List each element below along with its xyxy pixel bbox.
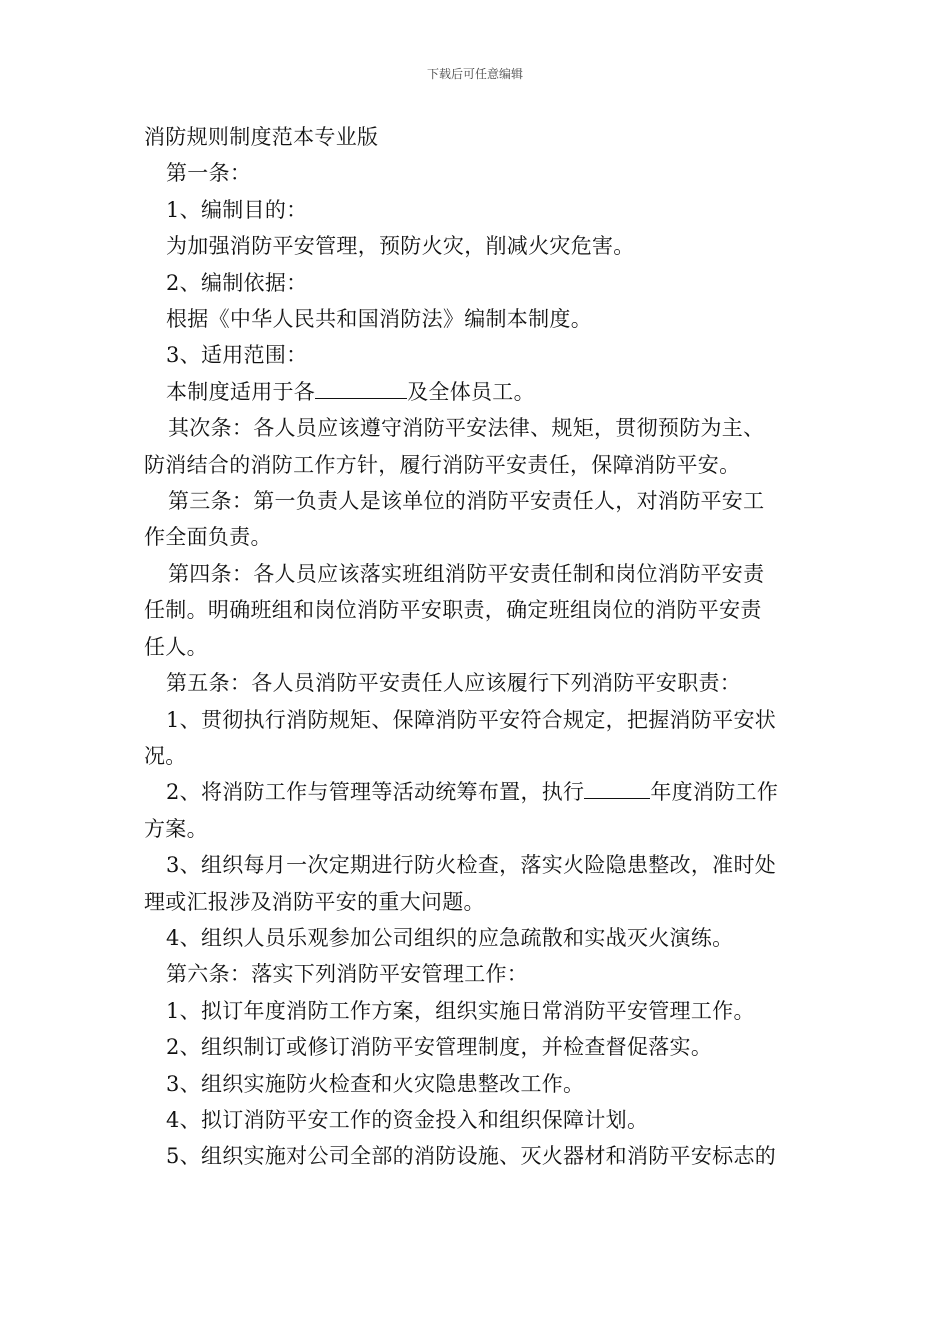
list-item: 4、拟订消防平安工作的资金投入和组织保障计划。	[166, 1107, 649, 1132]
paragraph-line: 为加强消防平安管理，预防火灾，削减火灾危害。	[166, 234, 635, 259]
document-title: 消防规则制度范本专业版	[144, 125, 379, 149]
paragraph-text: 2、将消防工作与管理等活动统筹布置，执行	[166, 780, 585, 805]
list-item: 5、组织实施对公司全部的消防设施、灭火器材和消防平安标志的	[166, 1144, 777, 1169]
fill-in-blank	[315, 376, 407, 399]
article-line: 作全面负责。	[144, 525, 272, 550]
page-header: 下载后可任意编辑	[426, 67, 523, 81]
document-body	[144, 119, 808, 1175]
article-line: 第三条：第一负责人是该单位的消防平安责任人，对消防平安工	[168, 489, 765, 514]
article-line: 第四条：各人员应该落实班组消防平安责任制和岗位消防平安责	[168, 561, 765, 586]
article-heading: 第一条：	[166, 161, 252, 186]
article-line: 第六条：落实下列消防平安管理工作：	[166, 962, 529, 987]
paragraph-text: 年度消防工作	[650, 780, 779, 805]
article-line: 任制。明确班组和岗位消防平安职责，确定班组岗位的消防平安责	[144, 598, 762, 623]
article-line: 任人。	[144, 634, 208, 659]
list-item: 1、贯彻执行消防规矩、保障消防平安符合规定，把握消防平安状	[166, 707, 777, 732]
list-item: 2、组织制订或修订消防平安管理制度，并检查督促落实。	[166, 1035, 713, 1060]
fill-in-blank	[584, 776, 650, 799]
paragraph-line: 根据《中华人民共和国消防法》编制本制度。	[166, 307, 592, 332]
list-item: 3、组织实施防火检查和火灾隐患整改工作。	[166, 1071, 585, 1096]
article-line: 第五条：各人员消防平安责任人应该履行下列消防平安职责：	[166, 671, 742, 696]
paragraph-line-with-blank	[144, 374, 808, 410]
list-item-with-blank	[144, 774, 808, 810]
list-item: 3、组织每月一次定期进行防火检查，落实火险隐患整改，准时处	[166, 853, 777, 878]
paragraph-text: 及全体员工。	[407, 379, 535, 404]
list-item: 理或汇报涉及消防平安的重大问题。	[144, 889, 485, 914]
list-item: 4、组织人员乐观参加公司组织的应急疏散和实战灭火演练。	[166, 925, 734, 950]
list-item: 1、拟订年度消防工作方案，组织实施日常消防平安管理工作。	[166, 998, 755, 1023]
article-line: 其次条：各人员应该遵守消防平安法律、规矩，贯彻预防为主、	[168, 416, 765, 441]
section-heading: 2、编制依据：	[166, 270, 308, 295]
section-heading: 1、编制目的：	[166, 197, 308, 222]
section-heading: 3、适用范围：	[166, 343, 308, 368]
paragraph-text: 本制度适用于各	[166, 379, 316, 404]
article-line: 防消结合的消防工作方针，履行消防平安责任，保障消防平安。	[144, 452, 741, 477]
list-item: 方案。	[144, 816, 208, 841]
list-item: 况。	[144, 743, 187, 768]
